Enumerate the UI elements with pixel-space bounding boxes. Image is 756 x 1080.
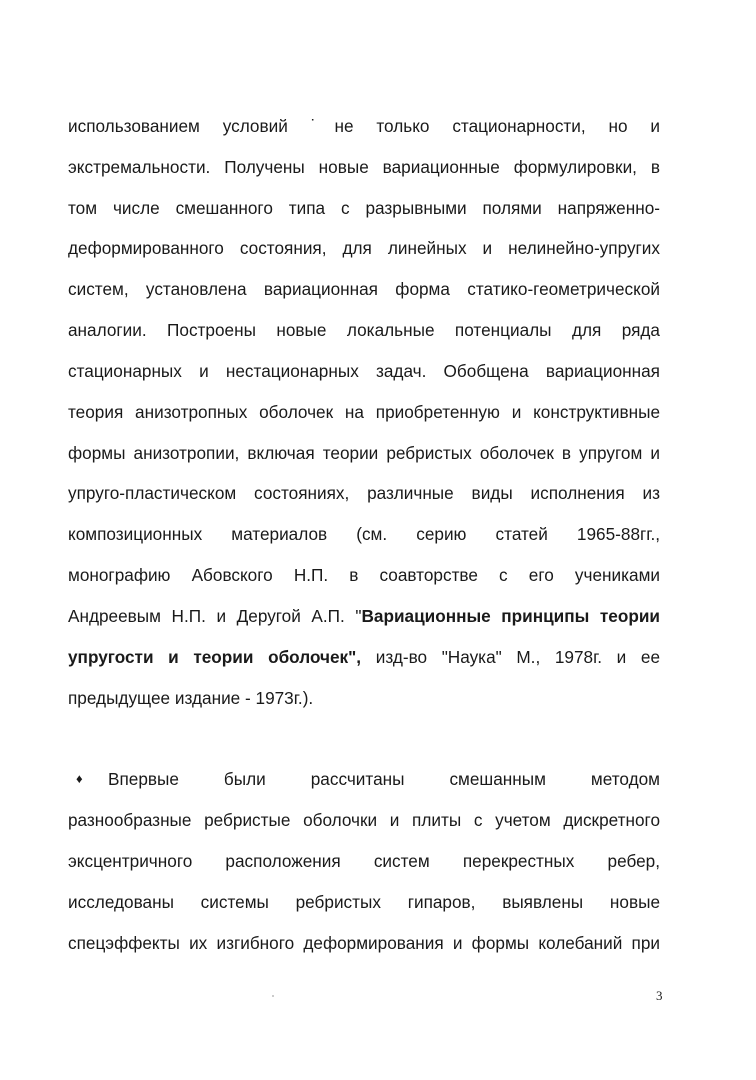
citation-authors: Андреевым Н.П. и Деругой А.П. " (68, 606, 362, 626)
paragraph-line: теория анизотропных оболочек на приобретенную и конструктивные (68, 402, 660, 422)
citation-publisher: изд-во "Наука" М., 1978г. и ее (361, 647, 660, 667)
scan-speck (272, 995, 274, 997)
paragraph-line: формы анизотропии, включая теории ребристых оболочек в упругом и (68, 443, 660, 463)
paragraph-line: аналогии. Построены новые локальные потенциалы для ряда (68, 320, 660, 340)
diamond-bullet-icon: ♦ (76, 771, 83, 786)
bullet-line: спецэффекты их изгибного деформирования и формы колебаний при (68, 933, 660, 953)
paragraph-line: экстремальности. Получены новые вариационные формулировки, в (68, 157, 660, 177)
bullet-line: исследованы системы ребристых гипаров, выявлены новые (68, 892, 660, 912)
paragraph-line-with-title (68, 646, 660, 668)
book-title-part1: Вариационные принципы теории (361, 606, 661, 626)
paragraph-line: систем, установлена вариационная форма статико-геометрической (68, 279, 660, 299)
paragraph-line: использованием условий ˙не только стационарности, но и (68, 116, 660, 136)
paragraph-line: деформированного состояния, для линейных и нелинейно-упругих (68, 238, 660, 258)
paragraph-line: том числе смешанного типа с разрывными полями напряженно- (68, 198, 660, 218)
paragraph-last-line: предыдущее издание - 1973г.). (68, 688, 314, 708)
bullet-first-line: Впервые были рассчитаны смешанным методом (108, 769, 660, 789)
paragraph-line: монографию Абовского Н.П. в соавторстве с его учениками (68, 565, 660, 585)
paragraph-line: упруго-пластическом состояниях, различные виды исполнения из (68, 483, 660, 503)
bullet-line: разнообразные ребристые оболочки и плиты с учетом дискретного (68, 810, 660, 830)
bullet-line: эксцентричного расположения систем перекрестных ребер, (68, 851, 660, 871)
book-title-part2: упругости и теории оболочек", (68, 647, 362, 667)
paragraph-line-with-title (68, 605, 660, 627)
paragraph-line: композиционных материалов (см. серию статей 1965-88гг., (68, 524, 660, 544)
paragraph-line: стационарных и нестационарных задач. Обобщена вариационная (68, 361, 660, 381)
page-number: 3 (656, 988, 663, 1003)
